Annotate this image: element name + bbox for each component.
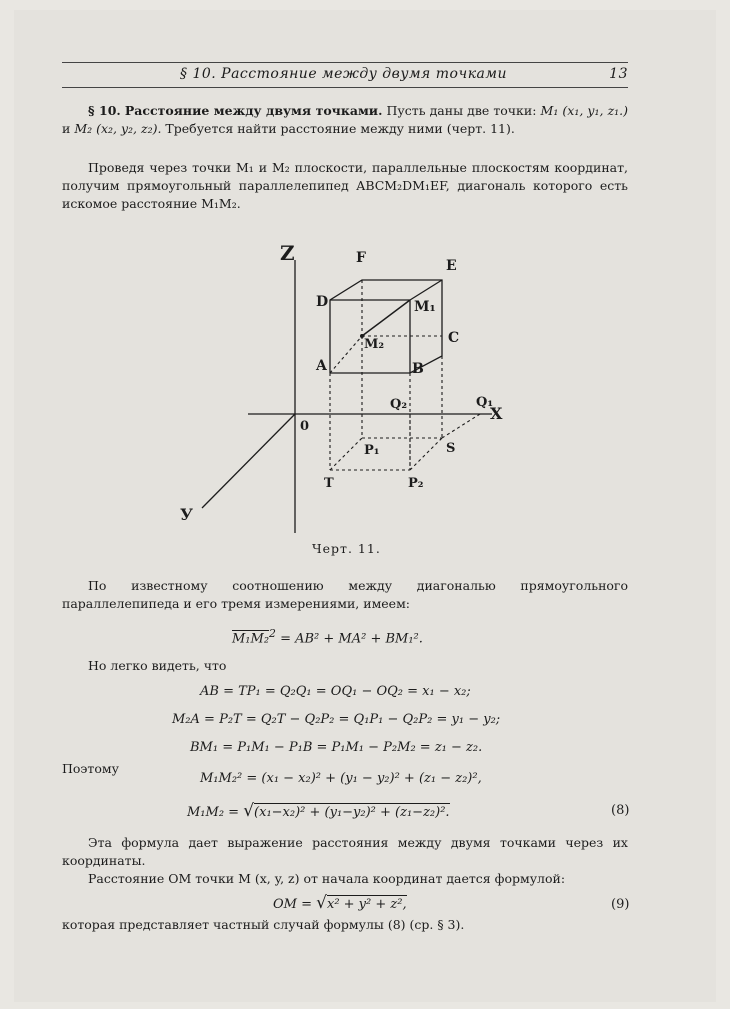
- page-number: 13: [609, 66, 628, 82]
- paragraph-planes: [62, 159, 628, 213]
- label-s: S: [446, 441, 456, 456]
- eq9-radical: x² + y² + z²,: [326, 897, 407, 912]
- paragraph-special-case: [62, 916, 628, 934]
- paragraph-relation: [62, 577, 628, 613]
- proj-q1: [442, 414, 480, 438]
- section-intro: [62, 102, 628, 138]
- paragraph-easy-text: Но легко видеть, что: [88, 658, 227, 673]
- eq-main-rhs: = AB² + MA² + BM₁².: [280, 631, 423, 647]
- equation-ab: AB = TP₁ = Q₂Q₁ = OQ₁ − OQ₂ = x₁ − x₂;: [200, 684, 471, 699]
- header-rule-bottom: [62, 87, 628, 88]
- eq8-radical: (x₁−x₂)² + (y₁−y₂)² + (z₁−z₂)².: [254, 805, 450, 820]
- label-t: T: [324, 476, 334, 491]
- box-front: [330, 280, 442, 373]
- base-t-p1: [330, 438, 362, 470]
- equation-9-number: (9): [611, 897, 630, 912]
- label-q2: Q₂: [390, 397, 408, 412]
- equation-8-number: (8): [611, 803, 630, 818]
- paragraph-planes-text: Проведя через точки M₁ и M₂ плоскости, параллельные плоскостям координат, получим прямоугольный параллелепипед ABCM₂DM₁EF, диагональ которого есть искомое расстояние M₁M₂.: [62, 160, 628, 211]
- axis-y: [202, 414, 295, 508]
- base-p2-s: [410, 438, 442, 470]
- label-c: C: [448, 330, 460, 346]
- equation-bm1: BM₁ = P₁M₁ − P₁B = P₁M₁ − P₂M₂ = z₁ − z₂.: [190, 740, 483, 755]
- label-p1: P₁: [364, 443, 380, 458]
- point-m2: M₂ (x₂, y₂, z₂).: [74, 121, 162, 136]
- label-o: 0: [300, 419, 310, 434]
- paragraph-om-text: Расстояние OM точки M (x, y, z) от начала координат дается формулой:: [88, 871, 566, 886]
- figure-parallelepiped: [160, 238, 560, 538]
- diagonal-m1m2: [362, 300, 410, 336]
- label-b: B: [412, 361, 424, 377]
- paragraph-special-case-text: которая представляет частный случай формулы (8) (ср. § 3).: [62, 917, 465, 932]
- section-task: Требуется найти расстояние между ними (черт. 11).: [161, 121, 515, 136]
- label-m2: M₂: [364, 337, 385, 352]
- equation-9: OM = √x² + y² + z²,: [273, 893, 407, 913]
- label-z: Z: [280, 241, 295, 265]
- label-f: F: [356, 250, 366, 266]
- label-m1: M₁: [414, 299, 436, 315]
- therefore-text: Поэтому: [62, 761, 119, 776]
- eq8-lhs: M₁M₂ =: [187, 805, 244, 820]
- paragraph-formula-meaning-text: Эта формула дает выражение расстояния между двумя точками через их координаты.: [62, 835, 628, 868]
- paragraph-easy: [62, 657, 628, 675]
- edge-m1-e: [410, 280, 442, 300]
- point-m1: M₁ (x₁, y₁, z₁.): [540, 103, 629, 118]
- label-q1: Q₁: [476, 395, 494, 410]
- equation-8: M₁M₂ = √(x₁−x₂)² + (y₁−y₂)² + (z₁−z₂)².: [187, 801, 450, 821]
- running-head-title: § 10. Расстояние между двумя точками: [180, 66, 508, 82]
- label-p2: P₂: [408, 476, 424, 491]
- header-rule-top: [62, 62, 628, 63]
- section-title: Расстояние между двумя точками.: [124, 103, 383, 118]
- label-x: X: [490, 404, 503, 423]
- label-a: A: [316, 358, 327, 374]
- label-d: D: [316, 294, 329, 310]
- section-number: § 10.: [88, 103, 121, 118]
- label-y: У: [180, 505, 193, 524]
- equation-main: M₁M₂$^2$ = AB² + MA² + BM₁².: [232, 627, 423, 647]
- equation-m2a: M₂A = P₂T = Q₂T − Q₂P₂ = Q₁P₁ − Q₂P₂ = y₁ − y₂;: [172, 712, 501, 727]
- paragraph-om: [62, 870, 628, 888]
- figure-caption: Черт. 11.: [312, 541, 381, 556]
- eq9-lhs: OM =: [273, 897, 317, 912]
- eq-main-lhs: M₁M₂: [232, 631, 270, 647]
- conj-and: и: [62, 121, 75, 136]
- hidden-a-m2: [330, 336, 362, 373]
- section-intro-text: Пусть даны две точки:: [382, 103, 541, 118]
- paragraph-formula-meaning: [62, 834, 628, 870]
- label-e: E: [446, 258, 457, 274]
- equation-squared: M₁M₂² = (x₁ − x₂)² + (y₁ − y₂)² + (z₁ − z₂)²,: [200, 771, 482, 786]
- paragraph-relation-text: По известному соотношению между диагональю прямоугольного параллелепипеда и его тремя измерениями, имеем:: [62, 578, 628, 611]
